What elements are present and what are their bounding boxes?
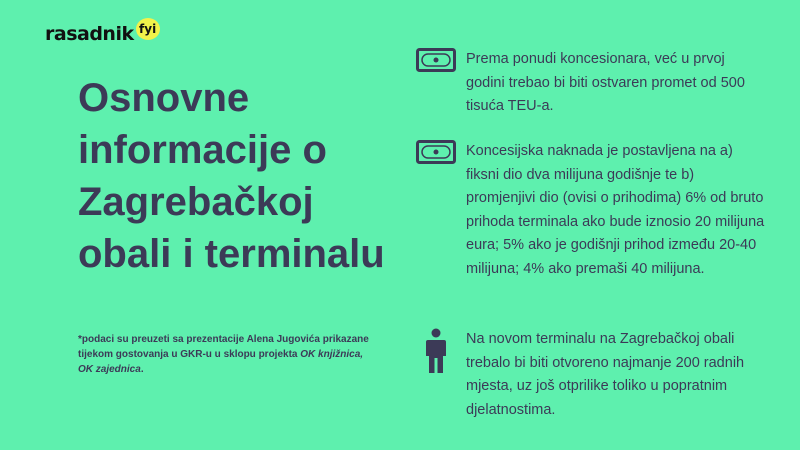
info-text-fee: Koncesijska naknada je postavljena na a) fiksni dio dva milijuna godišnje te b) promjenjivi dio (ovisi o prihodima) 6% od bruto prihoda terminala ako bude iznosio 20 milijuna eura; 5% ako je godišnji prihod između 20-40 milijuna; 4% ako premaši 40 milijuna. bbox=[466, 143, 765, 277]
info-text-jobs: Na novom terminalu na Zagrebačkoj obali trebalo bi biti otvoreno najmanje 200 radnih mjesta, uz još otprilike toliko u popratnim djelatnostima. bbox=[466, 331, 745, 418]
brand-badge: fyi bbox=[136, 18, 160, 40]
source-footnote bbox=[78, 332, 378, 377]
footnote-project: OK knjižnica, OK zajednica bbox=[78, 349, 364, 375]
money-icon bbox=[416, 48, 456, 72]
brand-logo bbox=[45, 14, 160, 54]
footnote-end: . bbox=[140, 364, 144, 375]
footnote-text: *podaci su preuzeti sa prezentacije Alena Jugovića prikazane tijekom gostovanja u GKR-u u sklopu projekta bbox=[78, 334, 369, 360]
page-title: Osnovne informacije o Zagrebačkoj obali i terminalu bbox=[78, 76, 385, 276]
info-item-fee bbox=[416, 140, 766, 281]
info-item-traffic bbox=[416, 48, 766, 119]
brand-name: rasadnik bbox=[45, 23, 134, 45]
info-item-jobs bbox=[416, 328, 766, 422]
money-icon bbox=[416, 140, 456, 164]
person-icon bbox=[416, 328, 456, 374]
info-text-traffic: Prema ponudi koncesionara, već u prvoj godini trebao bi biti ostvaren promet od 500 tisuća TEU-a. bbox=[466, 51, 745, 114]
